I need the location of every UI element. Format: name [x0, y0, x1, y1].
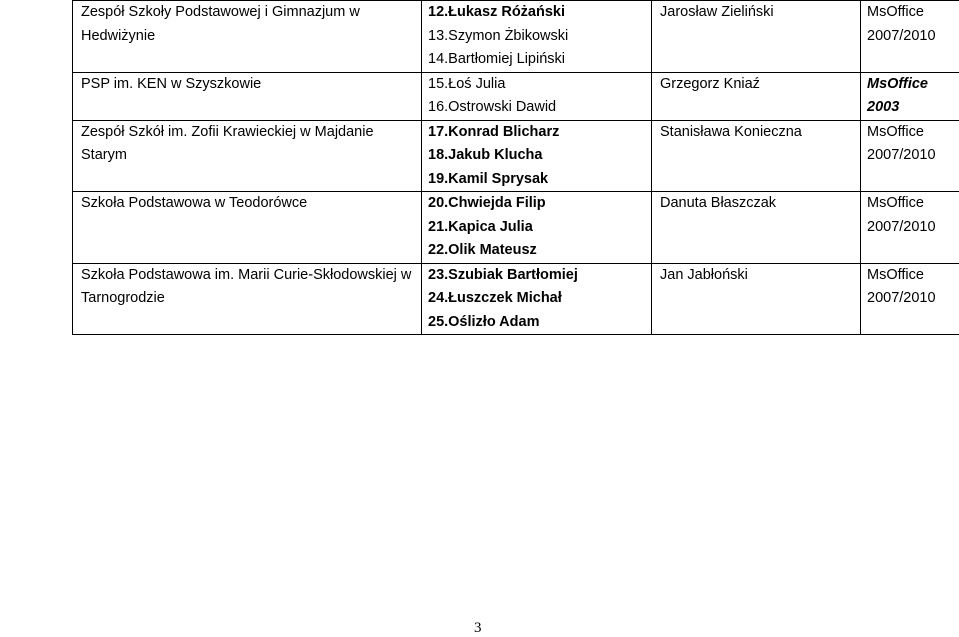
software-cell	[861, 72, 959, 120]
software-version: 2007/2010	[867, 218, 936, 235]
student-name: 17.Konrad Blicharz	[428, 123, 560, 140]
student-name: 25.Oślizło Adam	[428, 313, 540, 330]
school-cell	[73, 72, 422, 120]
students-cell	[422, 263, 652, 335]
student-name: 22.Olik Mateusz	[428, 242, 537, 258]
software-cell	[861, 120, 959, 192]
table-row	[73, 263, 959, 335]
student-name: 12.Łukasz Różański	[428, 4, 565, 20]
student-name: 13.Szymon Żbikowski	[428, 27, 569, 44]
student-name: 20.Chwiejda Filip	[428, 195, 546, 211]
school-line: Zespół Szkoły Podstawowej i Gimnazjum w	[81, 4, 360, 20]
school-cell	[73, 120, 422, 192]
school-line: Szkoła Podstawowa im. Marii Curie-Skłodowskiej w	[81, 266, 412, 283]
teacher-cell: Stanisława Konieczna	[652, 120, 861, 192]
school-line: PSP im. KEN w Szyszkowie	[81, 75, 262, 92]
school-cell	[73, 1, 422, 73]
teacher-cell: Grzegorz Kniaź	[652, 72, 861, 120]
software-version: 2007/2010	[867, 27, 936, 44]
software-version: 2003	[867, 99, 900, 115]
students-cell	[422, 1, 652, 73]
participants-table	[72, 0, 959, 335]
table-row	[73, 120, 959, 192]
student-name: 24.Łuszczek Michał	[428, 290, 562, 306]
software-version: 2007/2010	[867, 147, 936, 163]
student-name: 23.Szubiak Bartłomiej	[428, 266, 578, 283]
students-cell	[422, 120, 652, 192]
table-row	[73, 192, 959, 264]
student-name: 21.Kapica Julia	[428, 218, 533, 235]
table-row	[73, 72, 959, 120]
student-name: 16.Ostrowski Dawid	[428, 99, 557, 115]
teacher-cell: Jan Jabłoński	[652, 263, 861, 335]
software-version: 2007/2010	[867, 290, 936, 306]
school-line: Tarnogrodzie	[81, 290, 165, 306]
table-row	[73, 1, 959, 73]
software-cell	[861, 263, 959, 335]
software-name: MsOffice	[867, 123, 924, 140]
software-name: MsOffice	[867, 75, 928, 92]
software-cell	[861, 1, 959, 73]
software-name: MsOffice	[867, 266, 924, 283]
student-name: 14.Bartłomiej Lipiński	[428, 51, 566, 67]
software-cell	[861, 192, 959, 264]
school-cell	[73, 192, 422, 264]
school-line: Hedwiżynie	[81, 27, 156, 44]
software-name: MsOffice	[867, 4, 924, 20]
students-cell	[422, 192, 652, 264]
teacher-cell: Danuta Błaszczak	[652, 192, 861, 264]
page-number: 3	[474, 620, 482, 636]
students-cell	[422, 72, 652, 120]
student-name: 15.Łoś Julia	[428, 75, 506, 92]
school-line: Szkoła Podstawowa w Teodorówce	[81, 195, 308, 211]
school-cell	[73, 263, 422, 335]
software-name: MsOffice	[867, 195, 924, 211]
teacher-cell: Jarosław Zieliński	[652, 1, 861, 73]
student-name: 19.Kamil Sprysak	[428, 170, 549, 187]
school-line: Zespół Szkół im. Zofii Krawieckiej w Majdanie	[81, 123, 374, 140]
student-name: 18.Jakub Klucha	[428, 147, 543, 163]
school-line: Starym	[81, 147, 127, 163]
